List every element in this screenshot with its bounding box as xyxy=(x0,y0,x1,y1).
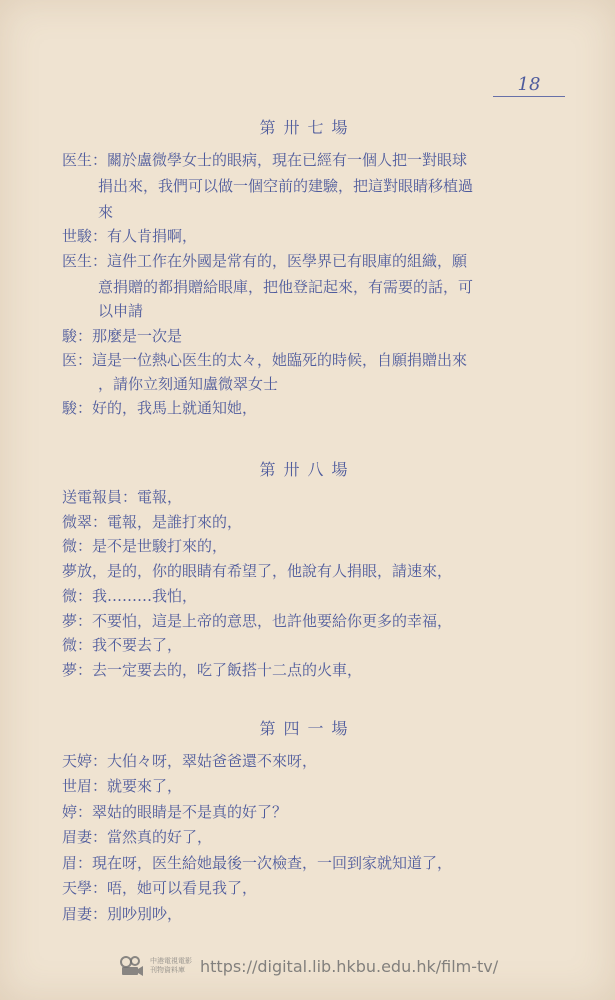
watermark-url[interactable]: https://digital.lib.hkbu.edu.hk/film-tv/ xyxy=(200,956,499,976)
dialogue-line: 眉妻：當然真的好了， xyxy=(62,828,213,846)
dialogue-line: 天學：唔，她可以看見我了， xyxy=(62,879,258,897)
dialogue-line: 婷：翠姑的眼睛是不是真的好了？ xyxy=(62,803,288,821)
scene-heading-41: 第四一場 xyxy=(259,719,356,738)
dialogue-line: 微：我………我怕， xyxy=(62,587,198,605)
dialogue-line: 医生：這件工作在外國是常有的，医學界已有眼庫的組織，願 xyxy=(62,252,468,270)
film-projector-icon xyxy=(118,953,144,979)
dialogue-line: 微：是不是世駿打來的， xyxy=(62,537,228,555)
scene-heading-37: 第卅七場 xyxy=(259,118,356,137)
dialogue-line: 駿：那麼是一次是 xyxy=(62,327,183,345)
dialogue-line: 夢：不要怕，這是上帝的意思，也許他要給你更多的幸福， xyxy=(62,612,453,630)
dialogue-line: 夢：去一定要去的，吃了飯搭十二点的火車， xyxy=(62,661,363,679)
dialogue-line: 天婷：大伯々呀，翠姑爸爸還不來呀， xyxy=(62,752,318,770)
dialogue-line: 医：這是一位熱心医生的太々，她臨死的時候，自願捐贈出來 xyxy=(62,351,468,369)
dialogue-line: 微：我不要去了， xyxy=(62,636,183,654)
dialogue-line: 以申請 xyxy=(98,302,144,320)
dialogue-line: ，請你立刻通知盧微翠女士 xyxy=(98,375,279,393)
dialogue-line: 來 xyxy=(98,203,114,221)
dialogue-line: 世駿：有人肯捐啊， xyxy=(62,227,198,245)
dialogue-line: 駿：好的，我馬上就通知她， xyxy=(62,399,258,417)
dialogue-line: 捐出來，我們可以做一個空前的建驗，把這對眼睛移植過 xyxy=(98,177,474,195)
dialogue-line: 医生：關於盧微學女士的眼病，現在已經有一個人把一對眼球 xyxy=(62,151,468,169)
scene-heading-38: 第卅八場 xyxy=(259,460,356,479)
page-number-underline xyxy=(493,96,565,97)
dialogue-line: 眉妻：別吵別吵， xyxy=(62,905,183,923)
dialogue-line: 送電報員：電報， xyxy=(62,488,183,506)
watermark-org: 中港電視電影 刊物資料庫 xyxy=(150,957,192,974)
dialogue-line: 意捐贈的都捐贈給眼庫，把他登記起來，有需要的話，可 xyxy=(98,278,474,296)
dialogue-line: 夢放，是的，你的眼睛有希望了，他說有人捐眼，請速來， xyxy=(62,562,453,580)
dialogue-line: 世眉：就要來了， xyxy=(62,777,183,795)
archive-watermark xyxy=(118,953,498,979)
dialogue-line: 微翠：電報，是誰打來的， xyxy=(62,513,243,531)
dialogue-line: 眉：現在呀，医生給她最後一次檢查，一回到家就知道了， xyxy=(62,854,453,872)
page-number: 18 xyxy=(517,74,541,95)
